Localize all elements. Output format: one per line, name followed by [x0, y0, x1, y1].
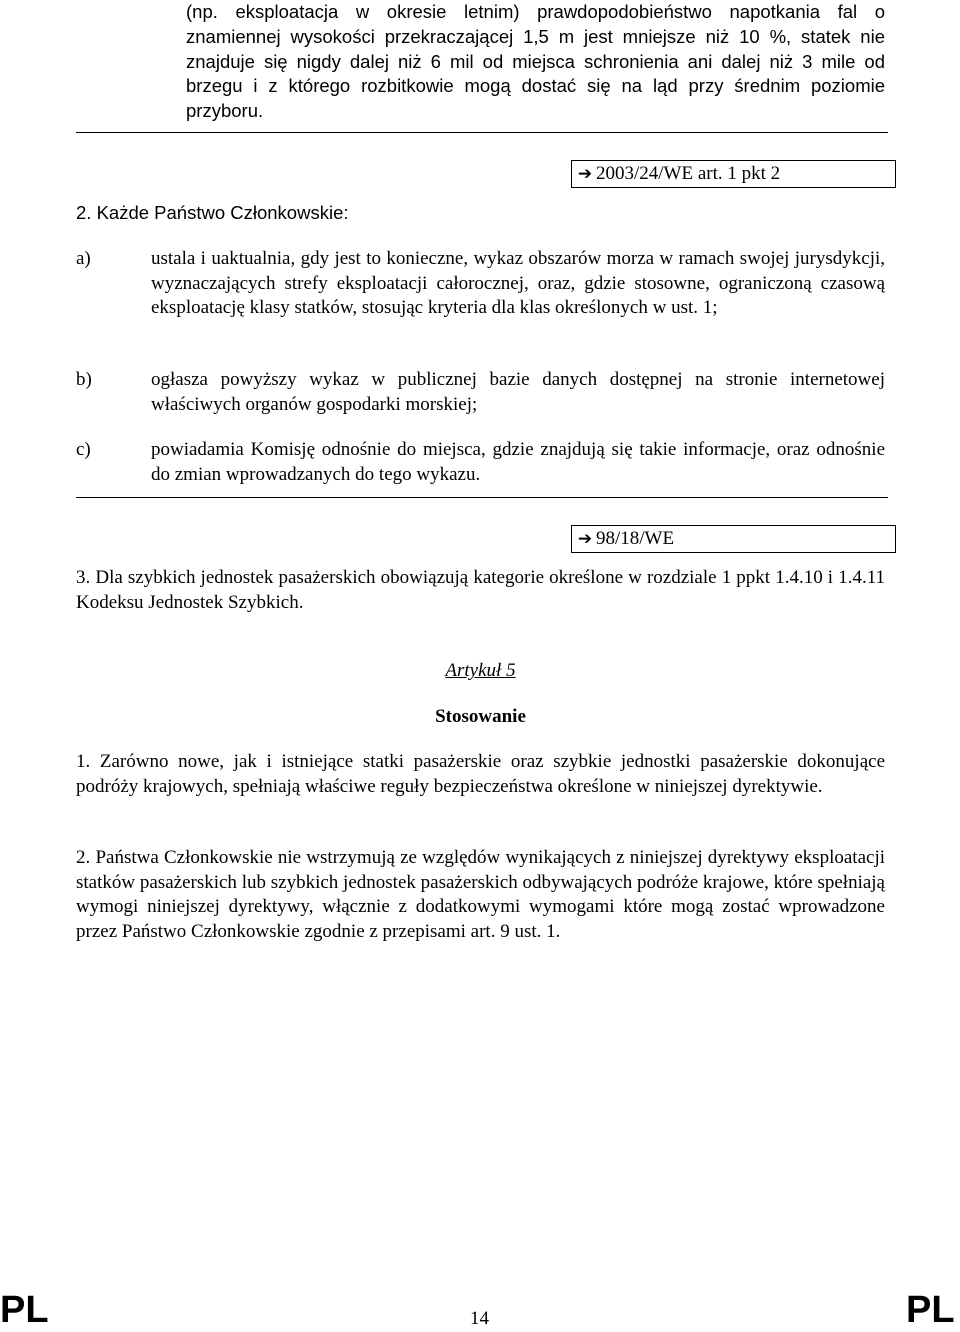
reference-box-2003-24: [571, 160, 896, 188]
divider-top: [76, 132, 888, 133]
item-c-letter: c): [76, 439, 91, 460]
right-arrow-icon: ➔: [577, 529, 593, 548]
reference-label: 98/18/WE: [596, 528, 675, 549]
right-arrow-icon: ➔: [577, 164, 593, 183]
reference-box-98-18: [571, 525, 896, 553]
item-a-text: ustala i uaktualnia, gdy jest to konieczne, wykaz obszarów morza w ramach swojej jurysdykcji, wyznaczających strefy eksploatacji całorocznej, oraz, gdzie stosowne, ograniczoną czasową eksploatację klasy statków, stosując kryteria dla klas określonych w ust. 1;: [151, 248, 885, 318]
footer-language-left: PL: [0, 1289, 49, 1331]
footer-language-right: PL: [906, 1289, 955, 1331]
item-c-text: powiadamia Komisję odnośnie do miejsca, gdzie znajdują się takie informacje, oraz odnośnie do zmian wprowadzanych do tego wykazu.: [151, 439, 885, 485]
page-number: 14: [470, 1308, 489, 1329]
article-subtitle: Stosowanie: [435, 706, 526, 727]
top-paragraph: (np. eksploatacja w okresie letnim) prawdopodobieństwo napotkania fal o znamiennej wysokości przekraczającej 1,5 m jest mniejsze niż 10 %, statek nie znajduje się nigdy dalej niż 6 mil od miejsca schronienia ani dalej niż 3 mile od brzegu i z którego rozbitkowie mogą dostać się na ląd przy średnim poziomie przyboru.: [186, 1, 885, 122]
item-b-letter: b): [76, 369, 92, 390]
section3-text: 3. Dla szybkich jednostek pasażerskich obowiązują kategorie określone w rozdziale 1 ppkt 1.4.10 i 1.4.11 Kodeksu Jednostek Szybkich.: [76, 567, 885, 613]
item-a-letter: a): [76, 248, 91, 269]
section2-heading: 2. Każde Państwo Członkowskie:: [76, 202, 349, 223]
article-paragraph-2: 2. Państwa Członkowskie nie wstrzymują ze względów wynikających z niniejszej dyrektywy eksploatacji statków pasażerskich lub szybkich jednostek pasażerskich odbywających podróże krajowe, które spełniają wymogi niniejszej dyrektywy, włącznie z dodatkowymi wymogami które mogą zostać wprowadzone przez Państwo Członkowskie zgodnie z przepisami art. 9 ust. 1.: [76, 847, 885, 942]
article-title: Artykuł 5: [445, 660, 516, 681]
reference-label: 2003/24/WE art. 1 pkt 2: [596, 163, 781, 184]
article-paragraph-1: 1. Zarówno nowe, jak i istniejące statki pasażerskie oraz szybkie jednostki pasażerskie dokonujące podróży krajowych, spełniają właściwe reguły bezpieczeństwa określone w niniejszej dyrektywie.: [76, 751, 885, 797]
divider-middle: [76, 497, 888, 498]
item-b-text: ogłasza powyższy wykaz w publicznej bazie danych dostępnej na stronie internetowej właściwych organów gospodarki morskiej;: [151, 369, 885, 415]
